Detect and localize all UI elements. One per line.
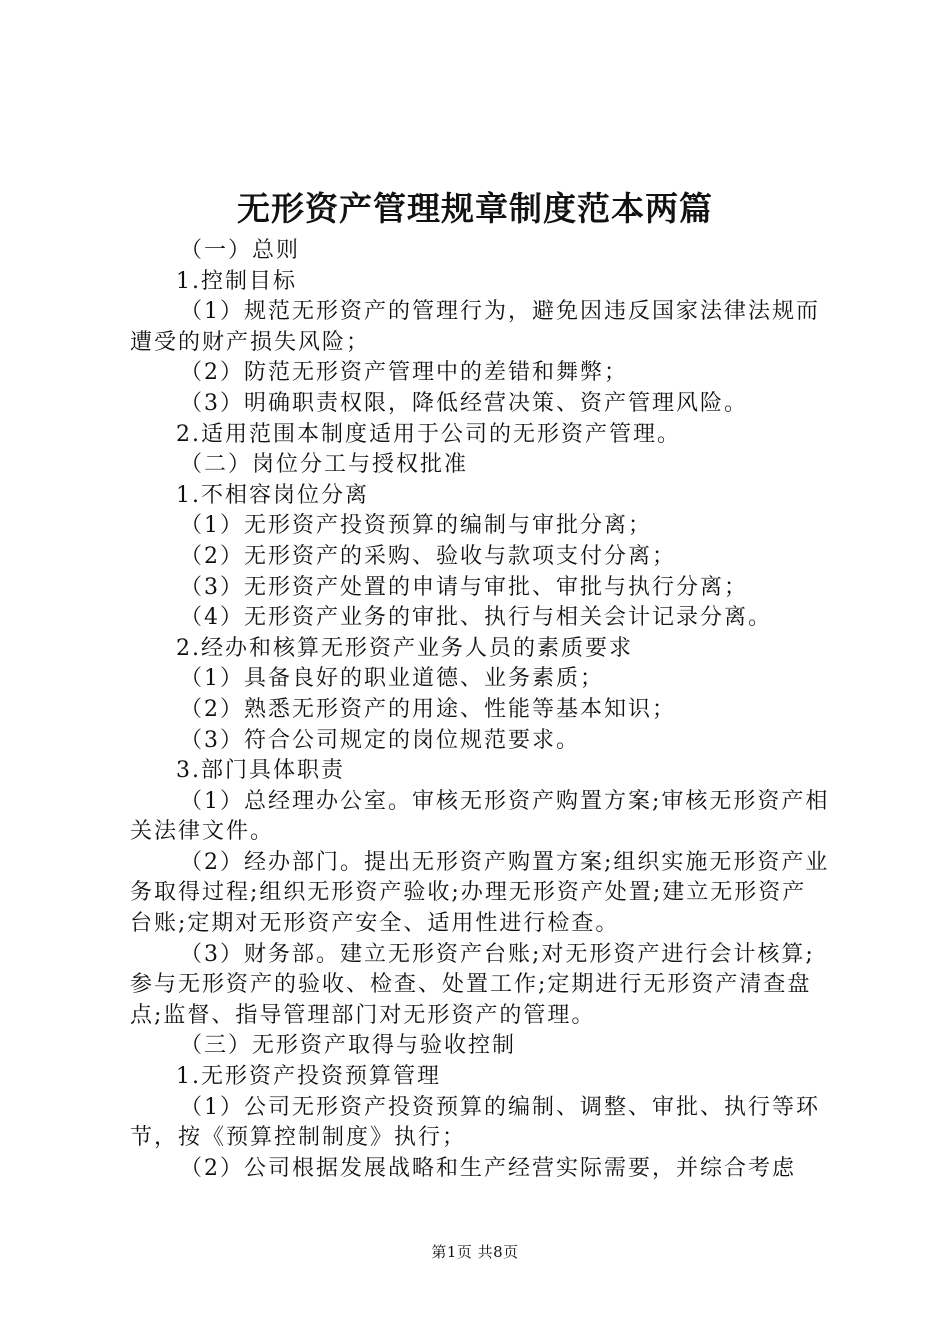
paragraph: 3.部门具体职责 [176,758,345,784]
paragraph: （2）无形资产的采购、验收与款项支付分离； [180,543,676,569]
paragraph: （4）无形资产业务的审批、执行与相关会计记录分离。 [180,605,772,631]
paragraph: 2.经办和核算无形资产业务人员的素质要求 [176,635,633,661]
document-body [130,236,830,1184]
paragraph: 1.不相容岗位分离 [176,482,369,508]
paragraph: （三）无形资产取得与验收控制 [180,1033,517,1059]
paragraph: （2）经办部门。提出无形资产购置方案;组织实施无形资产业务取得过程;组织无形资产验收;办理无形资产处置;建立无形资产台账;定期对无形资产安全、适用性进行检查。 [130,849,830,937]
paragraph: 2.适用范围本制度适用于公司的无形资产管理。 [176,421,681,447]
paragraph: 1.无形资产投资预算管理 [176,1064,441,1090]
paragraph: （1）具备良好的职业道德、业务素质； [180,666,604,692]
paragraph: （1）公司无形资产投资预算的编制、调整、审批、执行等环节，按《预算控制制度》执行； [130,1094,820,1151]
paragraph: （3）财务部。建立无形资产台账;对无形资产进行会计核算;参与无形资产的验收、检查、处置工作;定期进行无形资产清查盘点;监督、指导管理部门对无形资产的管理。 [130,941,815,1028]
paragraph: （2）公司根据发展战略和生产经营实际需要，并综合考虑 [180,1155,796,1181]
paragraph: （一）总则 [180,238,301,263]
paragraph: 1.控制目标 [176,268,297,294]
document-title: 无形资产管理规章制度范本两篇 [237,189,713,228]
paragraph: （二）岗位分工与授权批准 [180,452,469,478]
paragraph: （1）无形资产投资预算的编制与审批分离； [180,513,652,539]
paragraph: （2）熟悉无形资产的用途、性能等基本知识； [180,696,676,722]
paragraph: （3）无形资产处置的申请与审批、审批与执行分离； [180,574,748,600]
paragraph: （2）防范无形资产管理中的差错和舞弊； [180,360,628,386]
paragraph: （1）总经理办公室。审核无形资产购置方案;审核无形资产相关法律文件。 [130,788,830,845]
page-number-footer: 第1页 共8页 [431,1243,519,1261]
paragraph: （3）符合公司规定的岗位规范要求。 [180,727,580,753]
paragraph: （1）规范无形资产的管理行为，避免因违反国家法律法规而遭受的财产损失风险； [130,299,820,355]
paragraph: （3）明确职责权限，降低经营决策、资产管理风险。 [180,390,748,416]
